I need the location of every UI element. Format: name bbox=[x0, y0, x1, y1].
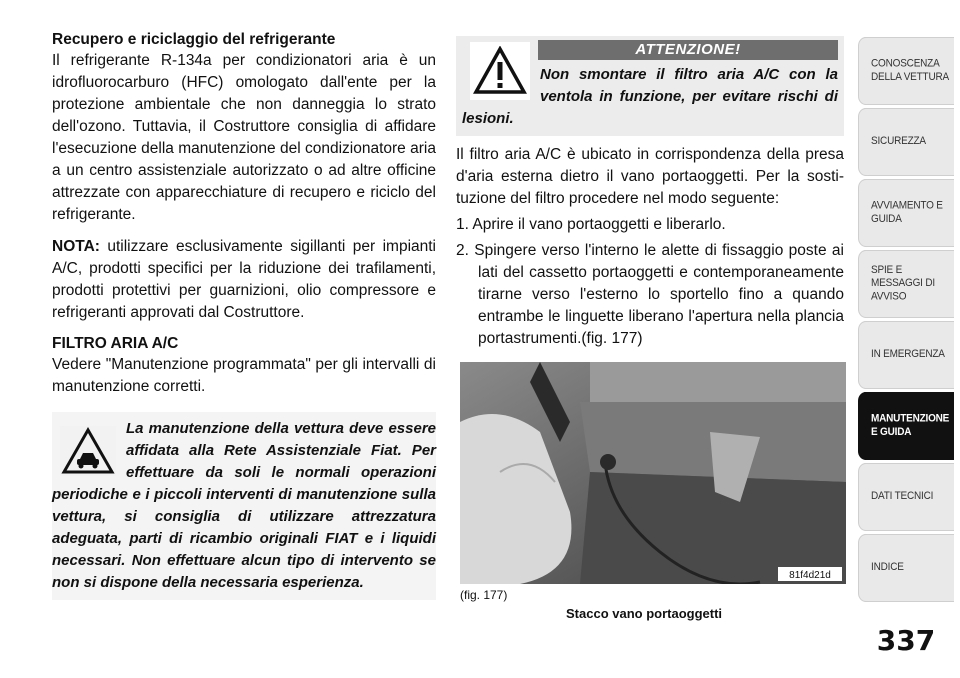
note-label: NOTA: bbox=[52, 238, 100, 255]
section-heading-refrigerant: Recupero e riciclaggio del refrigerante bbox=[52, 31, 336, 48]
steps-list bbox=[456, 214, 844, 350]
warning-title: ATTENZIONE! bbox=[538, 40, 838, 60]
chapter-sidebar bbox=[858, 40, 954, 608]
left-column bbox=[52, 30, 436, 600]
tab-dati-tecnici[interactable]: DATI TECNICI bbox=[858, 463, 954, 531]
paragraph-refrigerant: Il refrigerante R-134a per condizionatori aria è un idrofluorocarburo (HFC) omologato dall'ente per la protezione ambientale che non danneggia lo strato dell'ozono. Tuttavia, il Costruttore consiglia di affidare l'esecuzione della manutenzione del condizionatore aria a un centro assistenziale autorizzato o ad altre officine attrezzate con apparecchiature di recupero e riciclo del refrigerante. bbox=[52, 52, 436, 223]
warning-text: Non smontare il filtro aria A/C con la ventola in funzione, per evitare rischi di lesioni. bbox=[462, 66, 838, 127]
tab-sicurezza[interactable]: SICUREZZA bbox=[858, 108, 954, 176]
tab-spie[interactable]: SPIE E MESSAGGI DI AVVISO bbox=[858, 250, 954, 318]
intro-paragraph: Il filtro aria A/C è ubicato in corrispondenza della presa d'aria esterna dietro il vano portaoggetti. Per la sostituzione del filtro procedere nel modo seguente: bbox=[456, 146, 844, 207]
tab-avviamento[interactable]: AVVIAMENTO E GUIDA bbox=[858, 179, 954, 247]
warning-box bbox=[456, 36, 844, 136]
section-heading-filter: FILTRO ARIA A/C bbox=[52, 335, 179, 352]
car-warning-icon bbox=[60, 426, 116, 476]
tab-indice[interactable]: INDICE bbox=[858, 534, 954, 602]
figure-label: (fig. 177) bbox=[460, 588, 508, 602]
figure-photo bbox=[460, 362, 846, 584]
page-number: 337 bbox=[876, 624, 936, 657]
figure-caption: Stacco vano portaoggetti bbox=[566, 606, 723, 621]
tab-conoscenza[interactable]: CONOSCENZA DELLA VETTURA bbox=[858, 37, 954, 105]
note-text: utilizzare esclusivamente sigillanti per impianti A/C, prodotti specifici per la riduzione dei trafilamenti, prodotti protettivi per guarnizioni, olio compressore e refrigeranti approvati dal Costruttore. bbox=[52, 238, 436, 321]
photo-code: 81f4d21d bbox=[789, 570, 831, 581]
caution-text: La manutenzione della vettura deve essere affidata alla Rete Assistenziale Fiat. Per effettuare da soli le normali operazioni periodiche e i piccoli interventi di manutenzione sulla vettura, si consiglia di utilizzare attrezzatura adeguata, parti di ricambio originali FIAT e i liquidi necessari. Non effettuare alcun tipo di intervento se non si dispone della necessaria esperienza. bbox=[52, 420, 436, 591]
tab-manutenzione[interactable]: MANUTENZIONE E GUIDA bbox=[858, 392, 954, 460]
exclamation-warning-icon bbox=[470, 42, 530, 100]
step-item: 2. Spingere verso l'interno le alette di fissaggio poste ai lati del cassetto portaoggetti e contemporaneamente tirarne verso l'esterno lo sportello fino a quando entrambe le linguette liberano l'apertura nella plancia portastrumenti.(fig. 177) bbox=[456, 242, 844, 347]
note-paragraph bbox=[52, 236, 436, 324]
caution-box bbox=[52, 412, 436, 600]
paragraph-filter: Vedere "Manutenzione programmata" per gli intervalli di manutenzione corretti. bbox=[52, 356, 436, 395]
step-item: 1. Aprire il vano portaoggetti e liberarlo. bbox=[456, 216, 726, 233]
tab-emergenza[interactable]: IN EMERGENZA bbox=[858, 321, 954, 389]
right-column bbox=[456, 36, 844, 354]
